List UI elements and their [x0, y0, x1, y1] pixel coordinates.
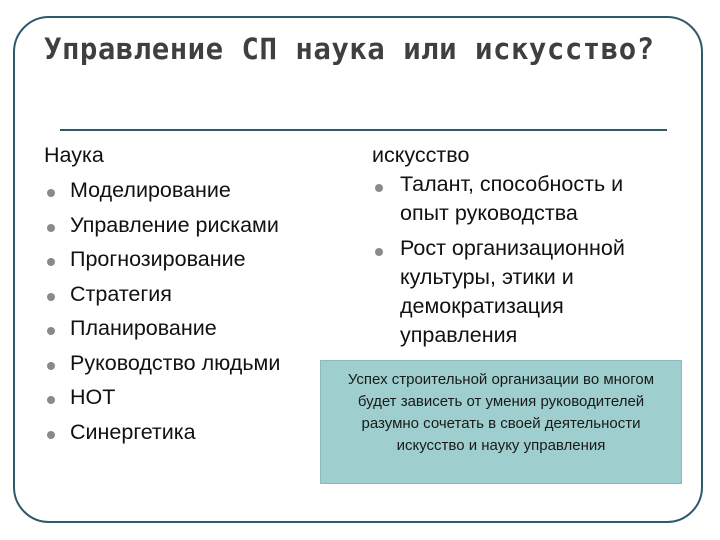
list-item-label: Планирование [70, 316, 217, 340]
bullet-dot-icon [47, 327, 55, 335]
list-item-label: Синергетика [70, 419, 196, 444]
list-item-label: Прогнозирование [70, 247, 246, 271]
list-item [44, 380, 324, 415]
list-item-label: Стратегия [70, 281, 172, 306]
bullet-dot-icon [47, 293, 55, 301]
bullet-dot-icon [47, 189, 55, 197]
list-item [44, 242, 324, 277]
list-item [44, 346, 324, 381]
bullet-dot-icon [47, 224, 55, 232]
art-column [372, 140, 672, 356]
art-heading: искусство [372, 143, 470, 167]
list-item [44, 415, 324, 450]
list-item-label: Управление рисками [70, 212, 279, 237]
title-divider [60, 129, 667, 131]
bullet-dot-icon [375, 184, 383, 192]
list-item [44, 208, 324, 243]
science-list [44, 173, 324, 449]
list-item [44, 311, 324, 346]
science-column [44, 140, 324, 449]
slide-title: Управление СП наука или искусство? [44, 32, 655, 66]
conclusion-note: Успех строительной организации во многом будет зависеть от умения руководителей разумно сочетать в своей деятельности искусство и науку управления [320, 360, 682, 484]
bullet-dot-icon [47, 258, 55, 266]
art-list [372, 170, 672, 350]
list-item-label: Моделирование [70, 178, 231, 202]
list-item [372, 170, 672, 228]
science-heading: Наука [44, 143, 104, 167]
bullet-dot-icon [47, 362, 55, 370]
list-item-label: Талант, способность и опыт руководства [400, 172, 624, 225]
list-item-label: Рост организационной культуры, этики и демократизация управления [400, 236, 625, 347]
list-item [372, 234, 672, 350]
bullet-dot-icon [47, 396, 55, 404]
list-item-label: Руководство людьми [70, 350, 281, 375]
bullet-dot-icon [375, 248, 383, 256]
list-item [44, 173, 324, 208]
list-item [44, 277, 324, 312]
bullet-dot-icon [47, 431, 55, 439]
list-item-label: НОТ [70, 385, 116, 409]
